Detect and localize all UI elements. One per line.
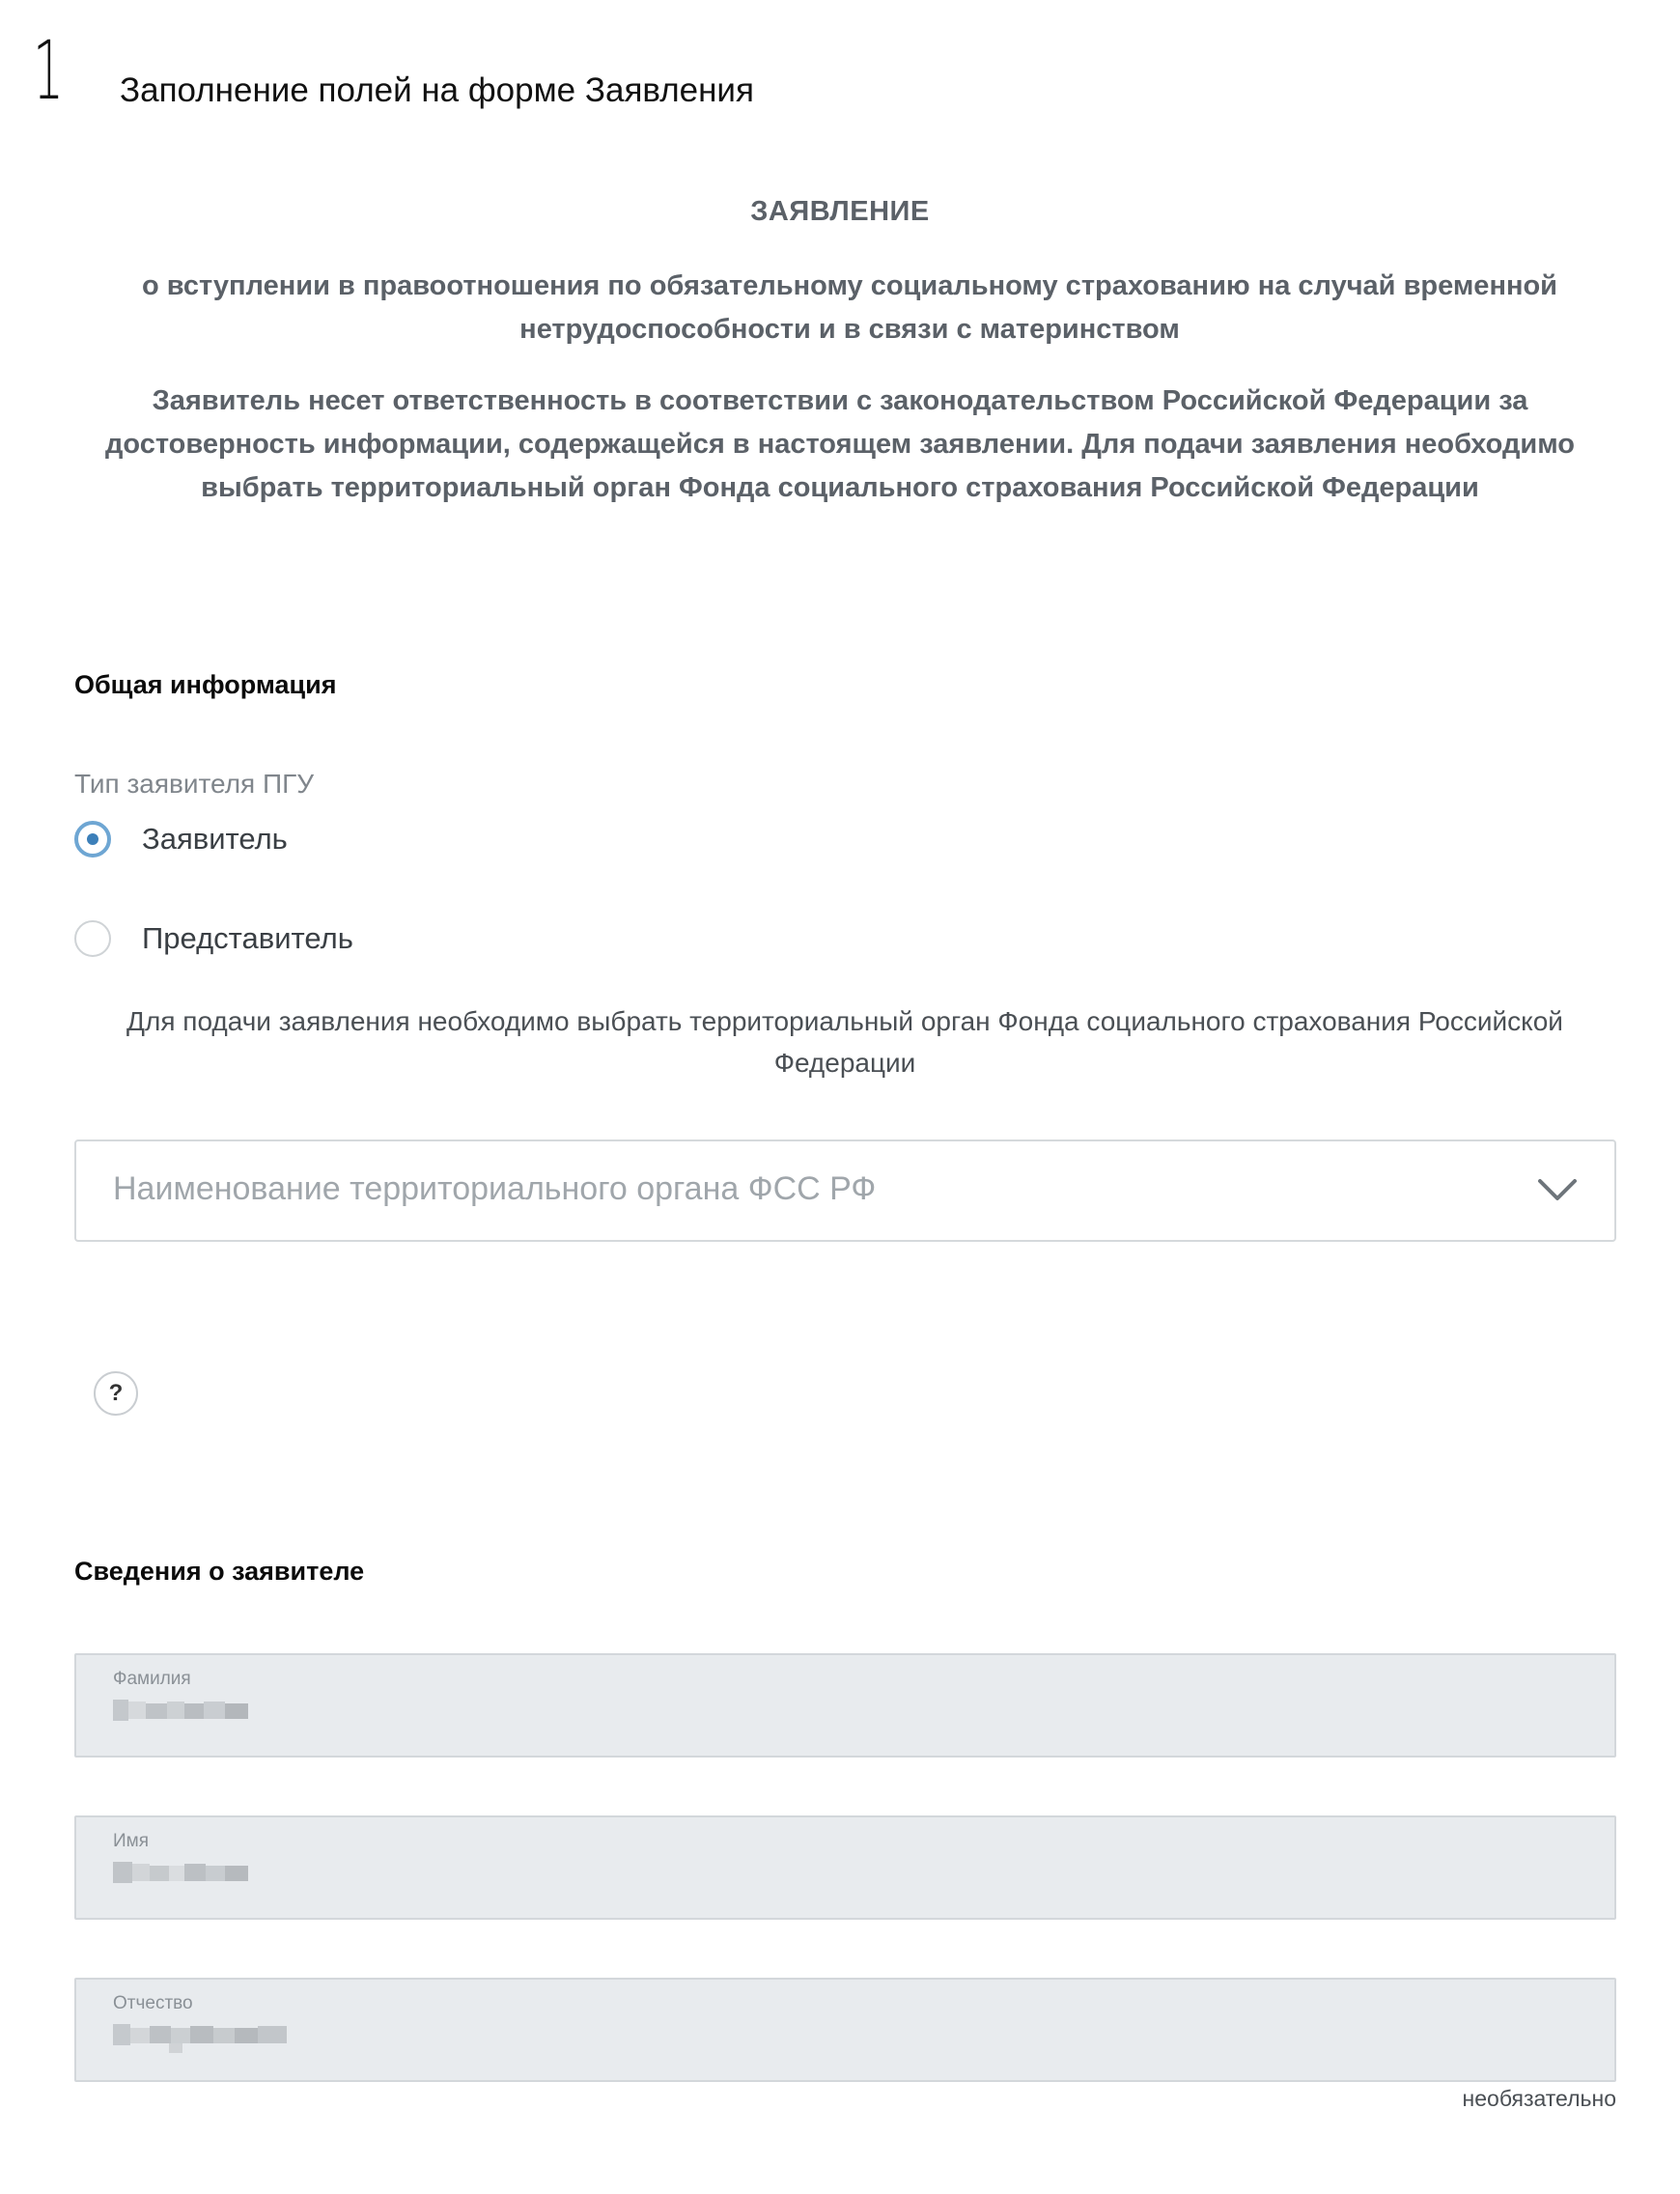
step-number: 1 xyxy=(33,23,65,118)
radio-option-representative[interactable] xyxy=(74,920,353,957)
radio-label-representative: Представитель xyxy=(142,921,353,955)
select-info-text: Для подачи заявления необходимо выбрать территориальный орган Фонда социального страхования Российской Федерации xyxy=(126,1006,1563,1078)
radio-button-applicant[interactable] xyxy=(74,821,111,858)
section-title-general: Общая информация xyxy=(74,670,337,699)
surname-field[interactable] xyxy=(74,1653,1616,1758)
help-button[interactable]: ? xyxy=(94,1371,138,1416)
section-title-applicant: Сведения о заявителе xyxy=(74,1557,365,1586)
step-title: Заполнение полей на форме Заявления xyxy=(120,71,754,109)
chevron-down-icon xyxy=(1537,1176,1578,1203)
first-name-field[interactable] xyxy=(74,1815,1616,1920)
document-notice: Заявитель несет ответственность в соответствии с законодательством Российской Федерации за достоверность информации, содержащейся в настоящем заявлении. Для подачи заявления необходимо выбрать территориальный орган Фонда социального страхования Российской Федерации xyxy=(104,385,1576,503)
surname-label: Фамилия xyxy=(113,1669,191,1689)
patronymic-value-blurred xyxy=(113,2020,287,2049)
first-name-label: Имя xyxy=(113,1831,150,1851)
patronymic-field[interactable] xyxy=(74,1978,1616,2082)
patronymic-label: Отчество xyxy=(113,1993,193,2013)
fss-office-select[interactable] xyxy=(74,1139,1616,1242)
document-subtitle: о вступлении в правоотношения по обязательному социальному страхованию на случай временной нетрудоспособности и в связи с материнством xyxy=(141,270,1558,345)
surname-value-blurred xyxy=(113,1696,248,1725)
radio-button-representative[interactable] xyxy=(74,920,111,957)
radio-label-applicant: Заявитель xyxy=(142,822,288,856)
radio-option-applicant[interactable] xyxy=(74,821,288,858)
optional-note: необязательно xyxy=(1462,2086,1616,2111)
document-title: ЗАЯВЛЕНИЕ xyxy=(750,196,930,227)
select-placeholder: Наименование территориального органа ФСС РФ xyxy=(113,1170,877,1207)
first-name-value-blurred xyxy=(113,1858,248,1887)
applicant-type-label: Тип заявителя ПГУ xyxy=(74,769,315,799)
